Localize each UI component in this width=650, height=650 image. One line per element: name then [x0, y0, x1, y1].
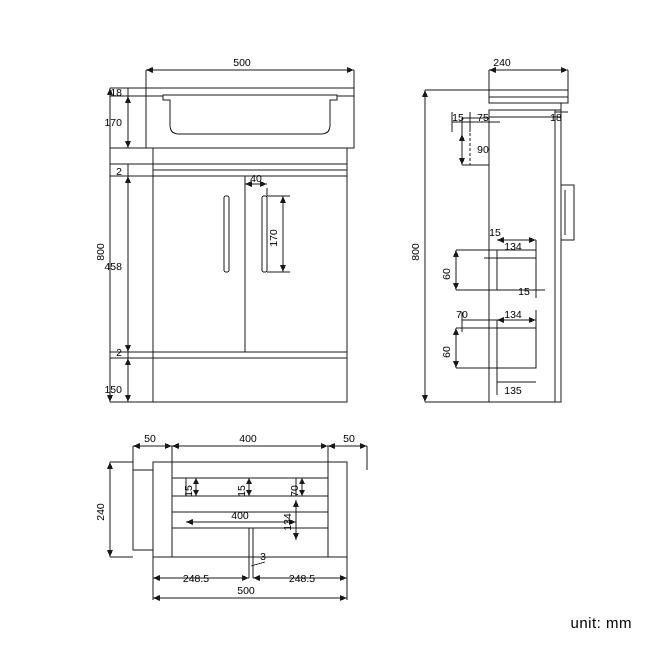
dim-front-18: 18: [110, 87, 122, 99]
dim-handle-40: 40: [250, 173, 262, 185]
dim-front-150: 150: [104, 384, 122, 396]
dim-top-50-left: 50: [144, 433, 156, 445]
dim-top-3: 3: [260, 551, 266, 563]
dim-front-800: 800: [95, 243, 107, 261]
dim-side-134-mid: 134: [504, 241, 522, 253]
dim-top-500: 500: [237, 585, 255, 597]
dim-side-70: 70: [456, 309, 468, 321]
dim-side-135: 135: [504, 385, 522, 397]
dim-side-75: 75: [477, 112, 489, 124]
dim-top-15-a: 15: [183, 485, 195, 497]
dim-side-90: 90: [477, 144, 489, 156]
dim-front-2-lower: 2: [116, 347, 122, 359]
dim-top-400-inner: 400: [231, 510, 249, 522]
dim-side-15-mid: 15: [489, 227, 501, 239]
dim-side-18: 18: [550, 112, 562, 124]
dim-front-170: 170: [104, 117, 122, 129]
dim-top-248-left: 248.5: [182, 573, 210, 585]
dim-top-50-right: 50: [343, 433, 355, 445]
dim-top-70: 70: [289, 485, 301, 497]
dim-side-15-top: 15: [452, 112, 464, 124]
dim-top-400: 400: [239, 433, 257, 445]
dim-front-458: 458: [104, 261, 122, 273]
dim-top-248-right: 248.5: [288, 573, 316, 585]
dim-top-240: 240: [95, 503, 107, 521]
front-elevation-geometry: [146, 88, 354, 402]
dim-side-134-low: 134: [504, 309, 522, 321]
dim-front-width: 500: [233, 57, 251, 69]
dim-side-60-low: 60: [441, 346, 453, 358]
dim-side-60-mid: 60: [441, 268, 453, 280]
unit-note: unit: mm: [570, 615, 632, 632]
dim-handle-170: 170: [268, 229, 280, 247]
dim-side-240: 240: [493, 57, 511, 69]
dim-front-2-upper: 2: [116, 166, 122, 178]
dim-top-134: 134: [282, 513, 294, 531]
dim-side-15-right: 15: [518, 286, 530, 298]
dim-top-15-b: 15: [236, 485, 248, 497]
dim-side-800: 800: [410, 243, 422, 261]
